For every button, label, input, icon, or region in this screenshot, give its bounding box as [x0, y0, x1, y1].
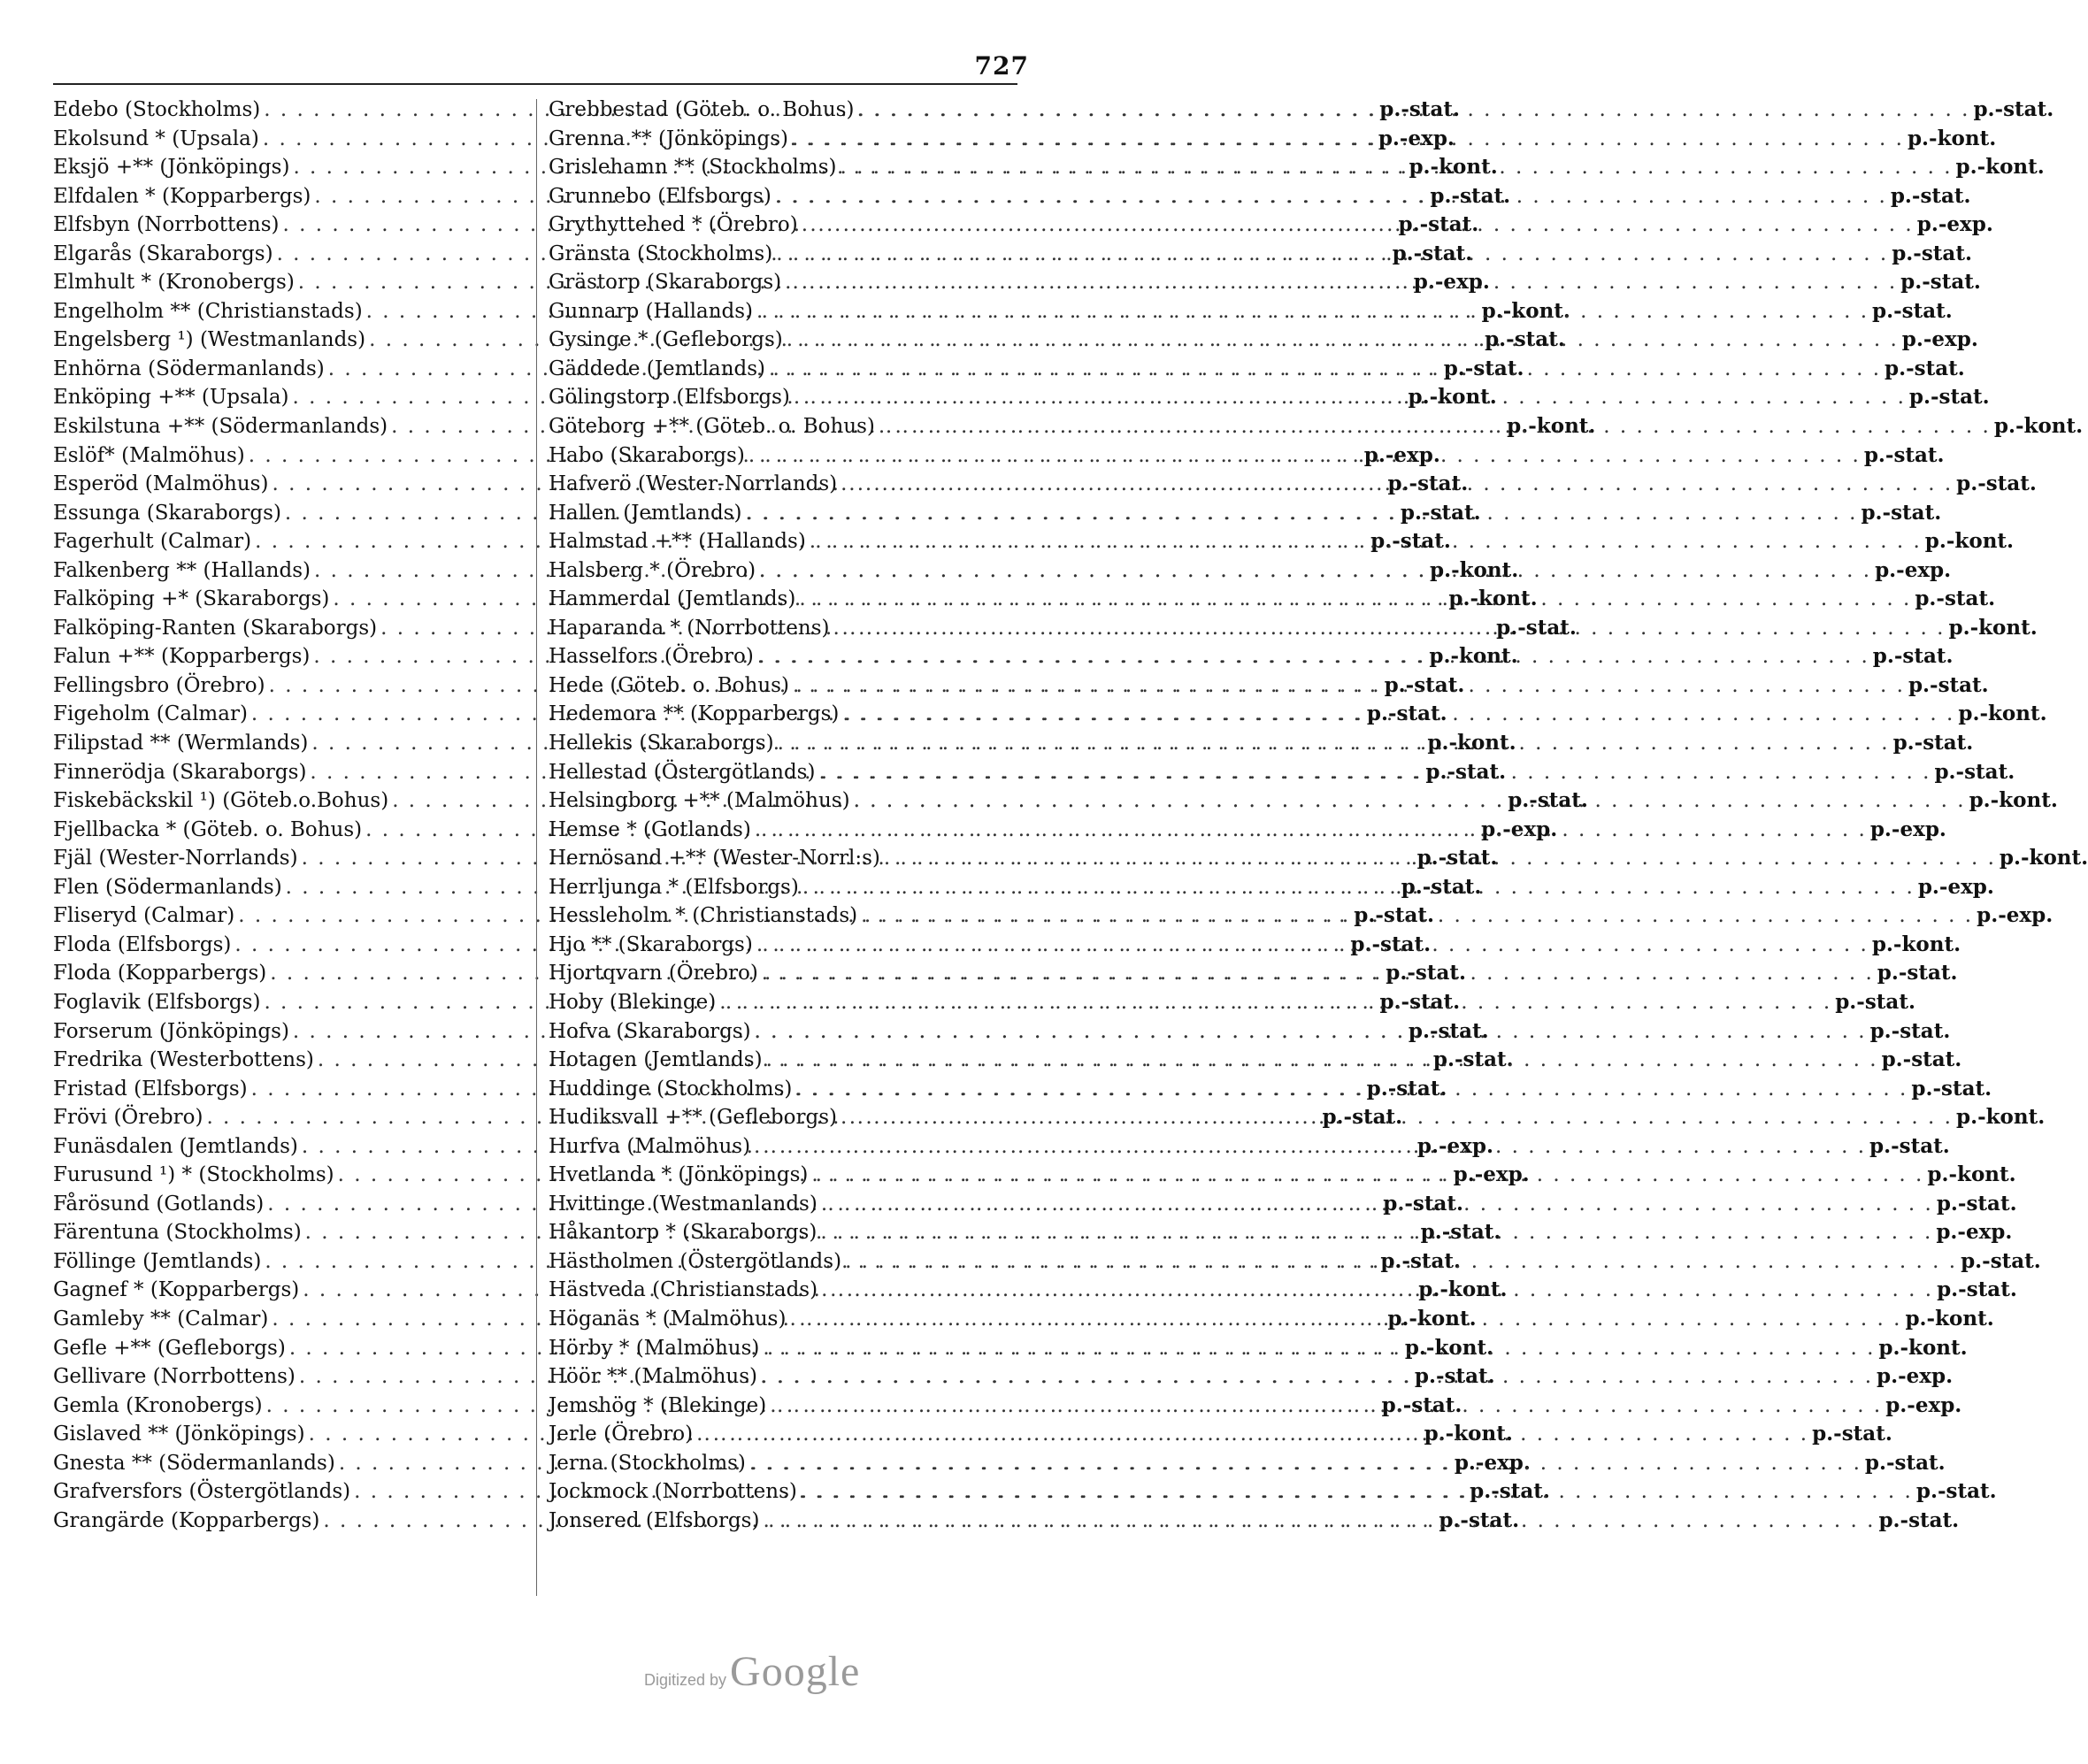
office-type: p.-stat.: [1398, 212, 1479, 237]
station-name: Fliseryd (Calmar): [53, 904, 235, 928]
dot-leader: [820, 1218, 1932, 1247]
station-name: Hasselfors (Örebro): [549, 645, 754, 669]
station-name: Fredrika (Westerbottens): [53, 1048, 314, 1072]
dot-leader: [879, 412, 1991, 441]
station-name: Hudiksvall +** (Gefleborgs): [549, 1106, 837, 1130]
station-name: Hotagen (Jemtlands): [549, 1048, 763, 1072]
office-type: p.-stat.: [1366, 702, 1447, 726]
office-type: p.-stat.: [1392, 241, 1473, 265]
office-type: p.-kont.: [1958, 702, 2047, 726]
station-name: Elfsbyn (Norrbottens): [53, 213, 280, 237]
station-name: Jemshög * (Blekinge): [549, 1393, 767, 1417]
station-name: Falköping +* (Skaraborgs): [53, 587, 330, 611]
office-type: p.-stat.: [1322, 1105, 1403, 1130]
station-name: Hvittinge (Westmanlands): [549, 1192, 818, 1216]
station-name: Färentuna (Stockholms): [53, 1221, 302, 1245]
station-name: Gemla (Kronobergs): [53, 1393, 263, 1417]
office-type: p.-stat.: [1496, 615, 1577, 640]
list-item: [549, 1247, 2041, 1277]
office-type: p.-kont.: [1404, 1335, 1494, 1360]
dot-leader: [842, 700, 1954, 729]
list-item: [549, 959, 1958, 988]
office-type: p.-stat.: [1908, 385, 1990, 410]
office-type: p.-kont.: [1993, 414, 2084, 439]
station-name: Håkantorp * (Skaraborgs): [549, 1221, 818, 1245]
dot-leader: [770, 1392, 1882, 1421]
station-name: Hemse * (Gotlands): [549, 817, 751, 841]
station-name: Elgarås (Skaraborgs): [53, 242, 273, 265]
office-type: p.-stat.: [1869, 1018, 1951, 1043]
list-item: [549, 1017, 1951, 1047]
dot-leader: [766, 1046, 1878, 1075]
office-type: p.-stat.: [1900, 270, 1981, 295]
list-item: [549, 1075, 1992, 1104]
dot-leader: [841, 153, 1953, 182]
office-type: p.-kont.: [1948, 615, 2038, 640]
office-type: p.-exp.: [1378, 126, 1455, 150]
list-item: [549, 1507, 1960, 1536]
digitized-by-watermark: [644, 1647, 860, 1696]
list-item: [549, 816, 1946, 845]
station-name: Hvetlanda * (Jönköpings): [549, 1163, 809, 1187]
office-type: p.-stat.: [1416, 846, 1498, 870]
office-type: p.-stat.: [1354, 903, 1434, 928]
dot-leader: [778, 729, 1890, 758]
office-type: p.-kont.: [1418, 1277, 1508, 1302]
office-type: p.-stat.: [1408, 1018, 1489, 1043]
office-type: p.-stat.: [1861, 500, 1942, 525]
office-type: p.-exp.: [1875, 557, 1952, 582]
dot-leader: [756, 297, 1869, 326]
office-type: p.-stat.: [1350, 932, 1432, 956]
office-type: p.-exp.: [1453, 1162, 1530, 1187]
dot-leader: [793, 671, 1905, 701]
station-name: Elmhult * (Kronobergs): [53, 271, 295, 295]
dot-leader: [776, 240, 1888, 269]
dot-leader: [696, 1420, 1808, 1449]
office-type: p.-stat.: [1381, 1392, 1462, 1417]
station-name: Eslöf* (Malmöhus): [53, 443, 245, 467]
station-name: Hernösand +** (Wester-Norrl:s): [549, 847, 880, 870]
dot-leader: [801, 1477, 1913, 1507]
station-name: Fårösund (Gotlands): [53, 1192, 265, 1216]
office-type: p.-exp.: [1869, 817, 1946, 841]
station-name: Floda (Elfsborgs): [53, 932, 232, 956]
dot-leader: [802, 873, 1915, 902]
station-name: Grunnebo (Elfsborgs): [549, 184, 771, 208]
station-name: Höganäs * (Malmöhus): [549, 1307, 787, 1331]
list-item: [549, 758, 2015, 787]
list-item: [549, 1477, 1997, 1507]
list-item: [549, 1334, 1968, 1363]
dot-leader: [810, 527, 1922, 556]
office-type: p.-stat.: [1835, 989, 1915, 1014]
station-name: Hede (Göteb. o. Bohus): [549, 673, 789, 697]
office-type: p.-kont.: [1969, 788, 2058, 813]
office-type: p.-stat.: [1915, 1479, 1997, 1504]
dot-leader: [821, 1190, 1933, 1219]
dot-leader: [794, 383, 1906, 412]
office-type: p.-kont.: [1429, 557, 1519, 582]
column-divider: [536, 99, 537, 1596]
station-name: Eksjö +** (Jönköpings): [53, 156, 290, 180]
office-type: p.-stat.: [1915, 587, 1996, 611]
office-type: p.-stat.: [1869, 1133, 1950, 1158]
dot-leader: [769, 355, 1881, 384]
office-type: p.-stat.: [1379, 97, 1460, 121]
station-name: Falkenberg ** (Hallands): [53, 558, 311, 582]
station-name: Forserum (Jönköpings): [53, 1019, 289, 1043]
station-name: Hessleholm * (Christianstads): [549, 904, 858, 928]
office-type: p.-stat.: [1366, 1076, 1447, 1101]
office-type: p.-kont.: [1408, 385, 1497, 410]
station-name: Jonsered (Elfsborgs): [549, 1508, 760, 1532]
list-item: [549, 182, 1971, 211]
station-name: Elfdalen * (Kopparbergs): [53, 184, 311, 208]
station-name: Hofva (Skaraborgs): [549, 1019, 751, 1043]
station-name: Floda (Kopparbergs): [53, 962, 267, 986]
station-name: Finnerödja (Skaraborgs): [53, 760, 307, 784]
station-name: Haparanda * (Norrbottens): [549, 616, 830, 640]
list-item: [549, 153, 2045, 182]
station-name: Habo (Skaraborgs): [549, 443, 745, 467]
station-name: Jerle (Örebro): [549, 1423, 694, 1446]
list-item: [549, 240, 1972, 269]
dot-leader: [749, 1449, 1862, 1478]
office-type: p.-stat.: [1878, 1507, 1960, 1532]
office-type: p.-stat.: [1956, 472, 2037, 496]
station-name: Funäsdalen (Jemtlands): [53, 1134, 298, 1158]
station-name: Halsberg * (Örebro): [549, 558, 756, 582]
office-type: p.-kont.: [1999, 846, 2088, 870]
station-name: Hoby (Blekinge): [549, 990, 717, 1014]
dot-leader: [756, 931, 1869, 960]
office-type: p.-stat.: [1384, 672, 1465, 697]
dot-leader: [841, 1103, 1953, 1132]
station-name: Hedemora ** (Kopparbergs): [549, 702, 840, 726]
station-name: Gäddede (Jemtlands): [549, 357, 766, 380]
office-type: p.-stat.: [1400, 500, 1481, 525]
office-type: p.-exp.: [1416, 1133, 1493, 1158]
station-name: Hjortqvarn (Örebro): [549, 962, 758, 986]
office-type: p.-stat.: [1864, 1450, 1946, 1475]
office-type: p.-exp.: [1481, 817, 1558, 841]
station-name: Gagnef * (Kopparbergs): [53, 1278, 300, 1302]
dot-leader: [861, 901, 1973, 931]
office-type: p.-stat.: [1432, 1047, 1514, 1072]
office-type: p.-exp.: [1901, 327, 1978, 352]
dot-leader: [759, 556, 1871, 586]
dot-leader: [762, 959, 1874, 988]
office-type: p.-exp.: [1885, 1392, 1962, 1417]
station-name: Hästholmen (Östergötlands): [549, 1249, 842, 1273]
station-name: Hörby * (Malmöhus): [549, 1336, 760, 1360]
station-name: Halmstad +** (Hallands): [549, 530, 806, 554]
office-type: p.-exp.: [1413, 270, 1490, 295]
list-item: [549, 499, 1942, 528]
station-name: Fiskebäckskil ¹) (Göteb.o.Bohus): [53, 789, 389, 813]
station-name: Gysinge * (Gefleborgs): [549, 328, 783, 352]
office-type: p.-exp.: [1977, 903, 2053, 928]
station-name: Herrljunga * (Elfsborgs): [549, 875, 799, 899]
office-type: p.-exp.: [1916, 212, 1993, 237]
station-name: Frövi (Örebro): [53, 1106, 203, 1130]
station-name: Grislehamn ** (Stockholms): [549, 156, 837, 180]
dot-leader: [719, 988, 1831, 1017]
office-type: p.-stat.: [1485, 327, 1565, 352]
list-item: [549, 671, 1989, 701]
office-type: p.-stat.: [1961, 1248, 2041, 1273]
station-name: Grästorp (Skaraborgs): [549, 271, 782, 295]
office-type: p.-stat.: [1908, 672, 1989, 697]
office-type: p.-stat.: [1892, 241, 1972, 265]
station-name: Huddinge (Stockholms): [549, 1077, 793, 1101]
station-name: Filipstad ** (Wermlands): [53, 732, 309, 755]
office-type: p.-stat.: [1379, 989, 1461, 1014]
station-name: Gefle +** (Gefleborgs): [53, 1336, 286, 1360]
dot-leader: [792, 125, 1904, 154]
office-type: p.-stat.: [1443, 356, 1524, 380]
office-type: p.-exp.: [1363, 442, 1440, 467]
office-type: p.-stat.: [1370, 529, 1451, 554]
office-type: p.-stat.: [1934, 759, 2015, 784]
office-type: p.-stat.: [1877, 961, 1958, 986]
office-type: p.-stat.: [1414, 1364, 1495, 1389]
office-type: p.-stat.: [1863, 442, 1945, 467]
station-name: Furusund ¹) * (Stockholms): [53, 1163, 334, 1187]
dot-leader: [841, 470, 1953, 499]
office-type: p.-kont.: [1481, 298, 1570, 323]
station-name: Grangärde (Kopparbergs): [53, 1508, 320, 1532]
office-type: p.-stat.: [1470, 1479, 1550, 1504]
station-name: Hellekis (Skaraborgs): [549, 732, 774, 755]
office-type: p.-stat.: [1386, 961, 1467, 986]
dot-leader: [745, 499, 1857, 528]
dot-leader: [754, 1132, 1866, 1162]
list-item: [549, 1305, 1994, 1334]
dot-leader: [845, 1247, 1957, 1277]
office-type: p.-stat.: [1881, 1047, 1962, 1072]
office-type: p.-stat.: [1872, 298, 1953, 323]
office-type: p.-stat.: [1387, 472, 1469, 496]
station-name: Grafversfors (Östergötlands): [53, 1480, 351, 1504]
list-item: [549, 412, 2084, 441]
station-name: Gamleby ** (Calmar): [53, 1307, 269, 1331]
office-type: p.-kont.: [1429, 644, 1518, 669]
dot-leader: [755, 1017, 1867, 1047]
dot-leader: [857, 96, 1969, 125]
watermark-brand: Google: [730, 1648, 861, 1695]
station-name: Gölingstorp (Elfsborgs): [549, 386, 790, 410]
station-name: Enhörna (Södermanlands): [53, 357, 325, 380]
list-item: [549, 988, 1915, 1017]
station-name: Grenna ** (Jönköpings): [549, 127, 788, 150]
page-number: 727: [974, 51, 1029, 81]
office-type: p.-kont.: [1927, 1162, 2016, 1187]
office-type: p.-kont.: [1387, 1306, 1477, 1331]
station-name: Gnesta ** (Södermanlands): [53, 1451, 335, 1475]
office-type: p.-kont.: [1905, 1306, 1994, 1331]
station-name: Flen (Södermanlands): [53, 875, 282, 899]
office-type: p.-kont.: [1871, 932, 1961, 956]
station-name: Helsingborg +** (Malmöhus): [549, 789, 850, 813]
station-name: Gränsta (Stockholms): [549, 242, 773, 265]
dot-leader: [763, 1334, 1875, 1363]
office-type: p.-stat.: [1383, 1191, 1463, 1216]
office-type: p.-exp.: [1917, 874, 1994, 899]
office-type: p.-kont.: [1924, 529, 2015, 554]
office-type: p.-stat.: [1812, 1422, 1892, 1446]
office-type: p.-kont.: [1955, 155, 2045, 180]
dot-leader: [789, 1305, 1901, 1334]
station-name: Fjäl (Wester-Norrlands): [53, 847, 298, 870]
office-type: p.-exp.: [1454, 1450, 1531, 1475]
station-name: Gunnarp (Hallands): [549, 299, 754, 323]
list-item: [549, 470, 2037, 499]
office-type: p.-kont.: [1409, 155, 1498, 180]
dot-leader: [795, 1075, 1908, 1104]
list-item: [549, 1190, 2017, 1219]
office-type: p.-stat.: [1937, 1277, 2017, 1302]
office-type: p.-stat.: [1890, 183, 1971, 208]
station-name: Hurfva (Malmöhus): [549, 1134, 751, 1158]
office-type: p.-kont.: [1878, 1335, 1968, 1360]
office-type: p.-exp.: [1877, 1364, 1954, 1389]
dot-leader: [755, 816, 1867, 845]
dot-leader: [787, 326, 1899, 355]
dot-leader: [761, 1362, 1873, 1392]
station-name: Esperöd (Malmöhus): [53, 472, 269, 496]
station-name: Engelsberg ¹) (Westmanlands): [53, 328, 366, 352]
dot-leader: [748, 441, 1861, 471]
station-name: Ekolsund * (Upsala): [53, 127, 259, 150]
station-name: Edebo (Stockholms): [53, 98, 261, 121]
station-name: Hjo ** (Skaraborgs): [549, 932, 753, 956]
office-type: p.-kont.: [1907, 126, 1997, 150]
office-type: p.-stat.: [1380, 1248, 1462, 1273]
station-name: Göteborg +** (Göteb. o. Bohus): [549, 415, 875, 439]
office-type: p.-stat.: [1430, 183, 1511, 208]
office-type: p.-stat.: [1508, 788, 1588, 813]
office-type: p.-kont.: [1427, 731, 1516, 755]
station-name: Falun +** (Kopparbergs): [53, 645, 311, 669]
dot-leader: [854, 786, 1966, 816]
list-item: [549, 1046, 1962, 1075]
office-type: p.-stat.: [1973, 97, 2054, 121]
dot-leader: [775, 182, 1887, 211]
station-name: Fristad (Elfsborgs): [53, 1077, 248, 1101]
dot-leader: [799, 585, 1911, 614]
station-name: Eskilstuna +** (Södermanlands): [53, 415, 388, 439]
office-type: p.-exp.: [1936, 1220, 2013, 1245]
station-name: Gellivare (Norrbottens): [53, 1365, 296, 1389]
dot-leader: [763, 1507, 1875, 1536]
station-name: Fagerhult (Calmar): [53, 530, 252, 554]
station-name: Höör ** (Malmöhus): [549, 1365, 758, 1389]
station-name: Figeholm (Calmar): [53, 702, 248, 726]
station-name: Hallen (Jemtlands): [549, 501, 742, 525]
dot-leader: [884, 844, 1996, 873]
list-item: [549, 355, 1965, 384]
office-type: p.-stat.: [1425, 759, 1507, 784]
office-type: p.-stat.: [1936, 1191, 2017, 1216]
right-column: [549, 96, 2088, 1535]
office-type: p.-kont.: [1448, 587, 1538, 611]
station-name: Enköping +** (Upsala): [53, 386, 289, 410]
station-name: Jerna (Stockholms): [549, 1451, 746, 1475]
station-name: Engelholm ** (Christianstads): [53, 299, 363, 323]
dot-leader: [818, 758, 1931, 787]
station-name: Grythyttehed * (Örebro): [549, 213, 798, 237]
station-name: Gislaved ** (Jönköpings): [53, 1423, 305, 1446]
office-type: p.-kont.: [1955, 1105, 2046, 1130]
office-type: p.-stat.: [1885, 356, 1965, 380]
office-type: p.-stat.: [1892, 731, 1974, 755]
station-name: Foglavik (Elfsborgs): [53, 990, 261, 1014]
station-name: Fjellbacka * (Göteb. o. Bohus): [53, 817, 363, 841]
station-name: Hästveda (Christianstads): [549, 1278, 818, 1302]
header-rule: [53, 83, 1017, 85]
dot-leader: [785, 268, 1897, 297]
list-item: [549, 96, 2054, 125]
office-type: p.-stat.: [1401, 874, 1482, 899]
dot-leader: [821, 1276, 1933, 1305]
dot-leader: [811, 1161, 1923, 1190]
station-name: Föllinge (Jemtlands): [53, 1249, 262, 1273]
office-type: p.-stat.: [1439, 1507, 1520, 1532]
station-name: Grebbestad (Göteb. o. Bohus): [549, 98, 855, 121]
dot-leader: [757, 642, 1869, 671]
station-name: Hafverö (Wester-Norrlands): [549, 472, 838, 496]
office-type: p.-stat.: [1911, 1076, 1992, 1101]
office-type: p.-kont.: [1507, 414, 1596, 439]
office-type: p.-stat.: [1872, 644, 1954, 669]
station-name: Essunga (Skaraborgs): [53, 501, 281, 525]
station-name: Falköping-Ranten (Skaraborgs): [53, 616, 378, 640]
station-name: Jockmock (Norrbottens): [549, 1480, 797, 1504]
dot-leader: [833, 614, 1945, 643]
station-name: Fellingsbro (Örebro): [53, 673, 265, 697]
station-name: Hellestad (Östergötlands): [549, 760, 816, 784]
station-name: Hammerdal (Jemtlands): [549, 587, 796, 611]
watermark-prefix: Digitized by: [644, 1671, 727, 1689]
office-type: p.-kont.: [1424, 1422, 1513, 1446]
dot-leader: [802, 211, 1914, 240]
office-type: p.-stat.: [1420, 1220, 1501, 1245]
